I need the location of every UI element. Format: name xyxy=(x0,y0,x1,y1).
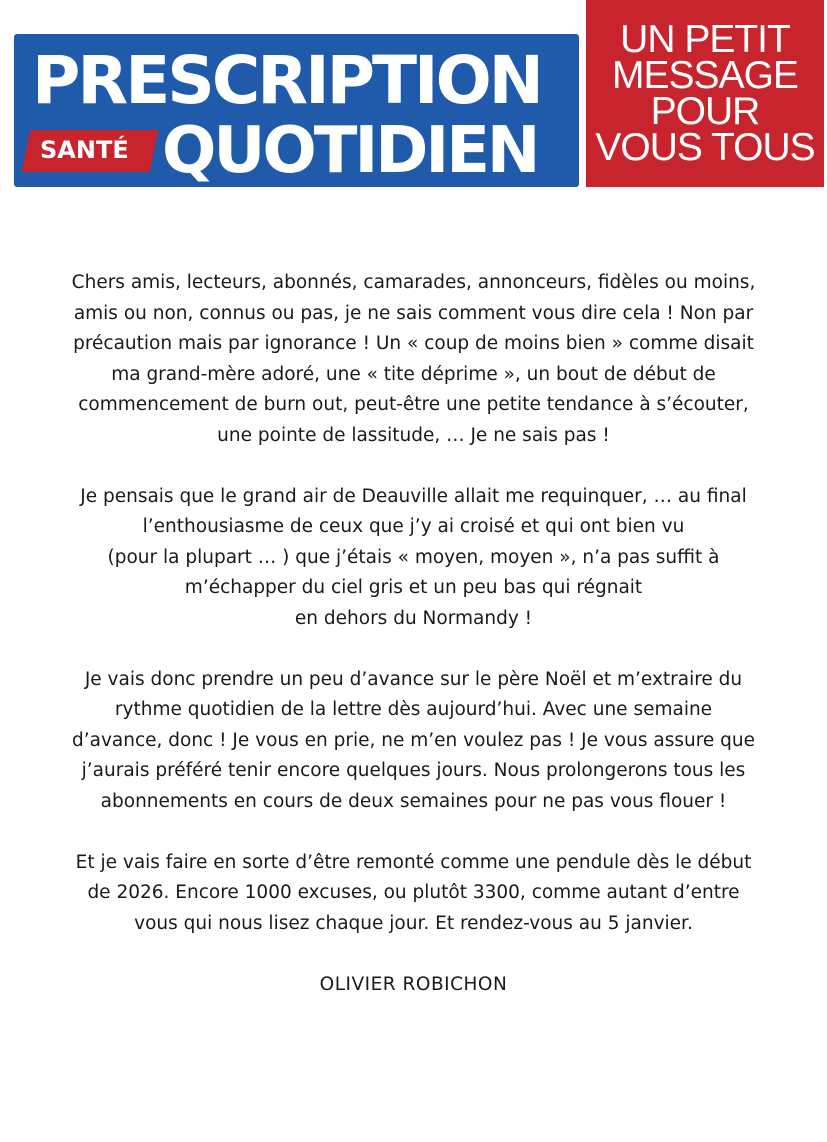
text-line: m’échapper du ciel gris et un peu bas qui régnait xyxy=(184,577,643,598)
text-line: amis ou non, connus ou pas, je ne sais comment vous dire cela ! Non par xyxy=(73,302,754,324)
text-line: d’avance, donc ! Je vous en prie, ne m’en voulez pas ! Je vous assure que xyxy=(71,729,756,751)
text-line: en dehors du Normandy ! xyxy=(294,607,533,629)
sante-tag-label: SANTÉ xyxy=(40,136,129,164)
text-line: (pour la plupart … ) que j’étais « moyen, moyen », n’a pas suffit à xyxy=(107,546,720,568)
text-line: une pointe de lassitude, … Je ne sais pas ! xyxy=(217,424,610,446)
logo-title-quotidien: QUOTIDIEN xyxy=(162,114,538,188)
text-line: Je vais donc prendre un peu d’avance sur le père Noël et m’extraire du xyxy=(84,668,743,690)
paragraph-2 xyxy=(0,482,827,635)
text-line: Je pensais que le grand air de Deauville allait me requinquer, … au final xyxy=(80,485,747,507)
text-line: vous qui nous lisez chaque jour. Et rendez-vous au 5 janvier. xyxy=(134,912,693,934)
logo-title-prescription: PRESCRIPTION xyxy=(32,42,541,119)
text-line: ma grand-mère adoré, une « tite déprime », un bout de début de xyxy=(111,363,716,385)
paragraph-3 xyxy=(0,665,827,818)
text-line: abonnements en cours de deux semaines pour ne pas vous flouer ! xyxy=(100,790,727,812)
message-line: VOUS TOUS xyxy=(595,125,815,169)
paragraph-4 xyxy=(0,848,827,940)
message-banner xyxy=(586,0,824,187)
text-line: Chers amis, lecteurs, abonnés, camarades, annonceurs, fidèles ou moins, xyxy=(71,272,756,293)
message-line: POUR xyxy=(650,89,760,133)
text-line: l’enthousiasme de ceux que j’y ai croisé et qui ont bien vu xyxy=(142,516,685,537)
paragraph-1 xyxy=(0,268,827,451)
text-line: Et je vais faire en sorte d’être remonté comme une pendule dès le début xyxy=(75,851,752,873)
letter-body xyxy=(0,268,827,1000)
logo-box xyxy=(14,34,579,187)
text-line: précaution mais par ignorance ! Un « coup de moins bien » comme disait xyxy=(73,333,754,354)
text-line: j’aurais préféré tenir encore quelques jours. Nous prolongerons tous les xyxy=(81,760,746,781)
text-line: rythme quotidien de la lettre dès aujourd’hui. Avec une semaine xyxy=(114,699,713,720)
message-line: UN PETIT xyxy=(620,17,790,61)
text-line: de 2026. Encore 1000 excuses, ou plutôt 3300, comme autant d’entre xyxy=(87,882,740,903)
text-line: commencement de burn out, peut-être une petite tendance à s’écouter, xyxy=(78,394,749,415)
signature: OLIVIER ROBICHON xyxy=(319,973,508,995)
message-line: MESSAGE xyxy=(612,53,798,97)
